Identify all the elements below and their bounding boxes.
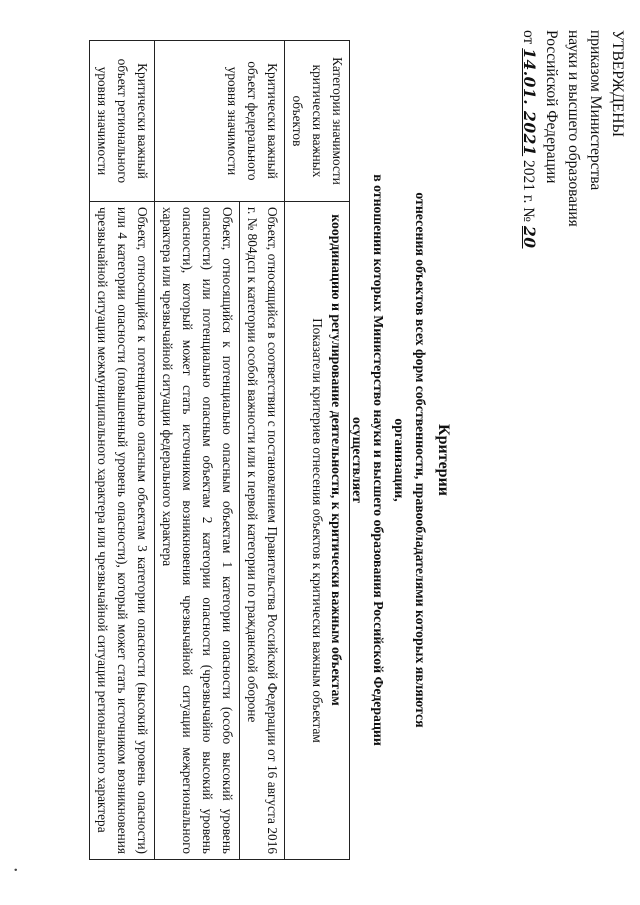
heading-line-3: координацию и регулирование деятельности, к критически важным объектам	[329, 214, 344, 706]
approval-line-2: науки и высшего образования	[565, 30, 582, 227]
page-mark: •	[9, 868, 20, 872]
heading-line-2: в отношении которых Министерство науки и высшего образования Российской Федерации осуществляет	[350, 174, 386, 746]
criteria-table	[89, 40, 350, 860]
handwritten-number: 20	[520, 225, 539, 249]
row-federal-indicator-1: Объект, относящийся в соответствии с постановлением Правительства Российской Федерации от 16 августа 2016 г. № 804дсп к категории особой важности или к первой категории по гражданской обороне	[240, 202, 285, 860]
approval-date-line	[517, 30, 540, 330]
approval-stamp-block	[517, 30, 628, 330]
row-regional-category: Критически важный объект регионального уровня значимости	[90, 41, 155, 202]
approval-title: УТВЕРЖДЕНЫ	[609, 30, 626, 137]
header-indicators: Показатели критериев отнесения объектов к критически важным объектам	[285, 202, 350, 860]
date-suffix: 2021 г. №	[520, 160, 537, 223]
table-row	[240, 41, 285, 860]
row-federal-category: Критически важный объект федерального уровня значимости	[155, 41, 285, 202]
row-regional-indicator-1: Объект, относящийся к потенциально опасным объектам 3 категории опасности (высокий уровень опасности) или 4 категории опасности (повышенный уровень опасности), который может стать источником возникновения чрезвычайной ситуации межмуниципального характера или чрезвычайной ситуации регионального характера	[90, 202, 155, 860]
row-federal-indicator-2: Объект, относящийся к потенциально опасным объектам 1 категории опасности (особо высокий уровень опасности) или потенциально опасным объектам 2 категории опасности (чрезвычайно высокий уровень опасности), который может стать источником возникновения чрезвычайной ситуации межрегионального характера или чрезвычайной ситуации федерального характера	[155, 202, 240, 860]
table-row	[90, 41, 155, 860]
heading-line-1: отнесения объектов всех форм собственности, правообладателями которых являются организации,	[392, 192, 428, 728]
approval-line-3: Российской Федерации	[543, 30, 560, 184]
date-prefix: от	[520, 30, 537, 45]
approval-line-1: приказом Министерства	[587, 30, 604, 191]
header-category: Категории значимости критически важных объектов	[285, 41, 350, 202]
heading-title: Критерии	[435, 423, 452, 496]
table-header-row	[285, 41, 350, 860]
handwritten-date: 14.01. 2021	[520, 48, 539, 157]
